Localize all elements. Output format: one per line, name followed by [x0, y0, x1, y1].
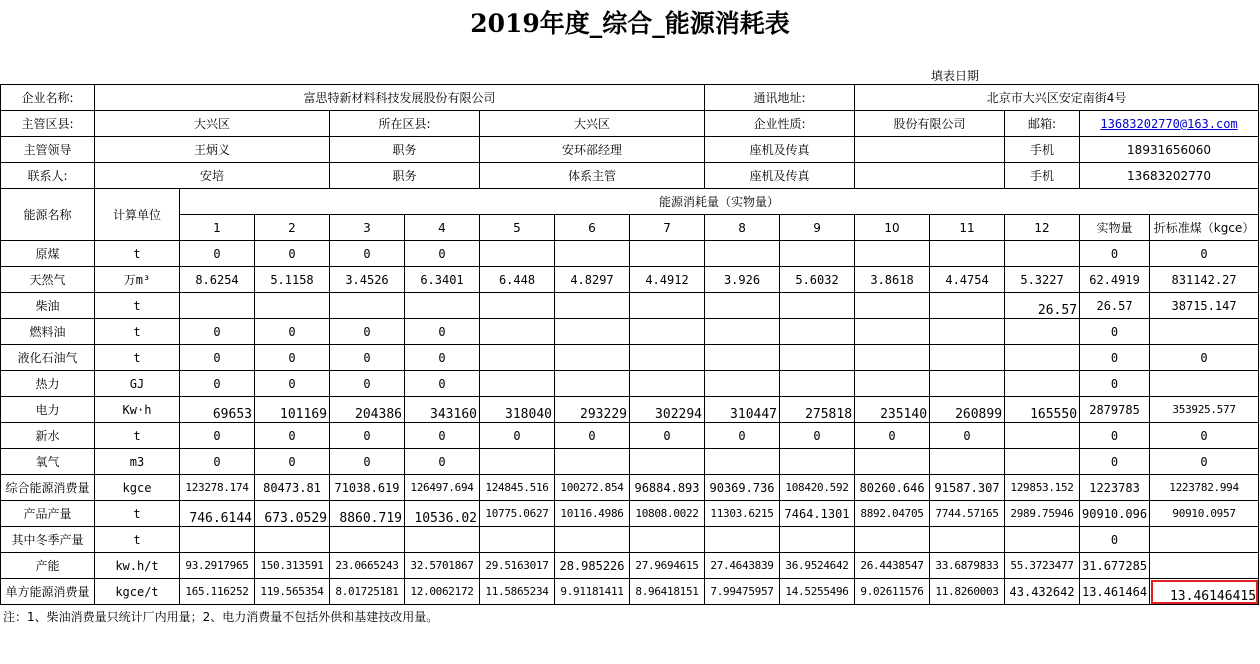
- data-cell[interactable]: 3.8618: [855, 267, 930, 293]
- energy-name-cell: 天然气: [1, 267, 95, 293]
- data-cell[interactable]: [780, 449, 855, 475]
- data-cell[interactable]: 831142.27: [1150, 267, 1259, 293]
- energy-name-cell: 液化石油气: [1, 345, 95, 371]
- unit-cell: t: [95, 345, 180, 371]
- unit-header: 计算单位: [95, 189, 180, 241]
- data-cell[interactable]: 673.0529: [255, 501, 330, 527]
- data-cell[interactable]: [705, 345, 780, 371]
- contact-post-value[interactable]: 体系主管: [480, 163, 705, 189]
- data-cell[interactable]: [855, 371, 930, 397]
- data-cell[interactable]: 3.926: [705, 267, 780, 293]
- data-cell[interactable]: 129853.152: [1005, 475, 1080, 501]
- data-cell[interactable]: 6.3401: [405, 267, 480, 293]
- energy-name-cell: 热力: [1, 371, 95, 397]
- energy-name-cell: 其中冬季产量: [1, 527, 95, 553]
- data-cell[interactable]: 0: [1080, 241, 1150, 267]
- data-cell[interactable]: 165.116252: [180, 579, 255, 605]
- data-cell[interactable]: 0: [1080, 423, 1150, 449]
- energy-name-cell: 产品产量: [1, 501, 95, 527]
- data-cell[interactable]: [780, 293, 855, 319]
- data-cell[interactable]: [480, 293, 555, 319]
- data-cell[interactable]: 14.5255496: [780, 579, 855, 605]
- data-cell[interactable]: [630, 345, 705, 371]
- data-cell[interactable]: 0: [330, 241, 405, 267]
- data-cell[interactable]: 0: [855, 423, 930, 449]
- table-row: [1, 345, 1259, 371]
- data-cell[interactable]: 0: [180, 371, 255, 397]
- data-cell[interactable]: 12.0062172: [405, 579, 480, 605]
- data-cell[interactable]: [555, 241, 630, 267]
- data-cell[interactable]: 123278.174: [180, 475, 255, 501]
- data-cell[interactable]: 0: [180, 423, 255, 449]
- contact-phone-value[interactable]: [855, 163, 1005, 189]
- data-cell[interactable]: [705, 319, 780, 345]
- contact-value[interactable]: 安培: [95, 163, 330, 189]
- data-cell[interactable]: 96884.893: [630, 475, 705, 501]
- page-title: 2019年度_综合_能源消耗表: [470, 9, 790, 38]
- data-cell[interactable]: 80473.81: [255, 475, 330, 501]
- data-cell[interactable]: 0: [630, 423, 705, 449]
- data-cell[interactable]: [855, 449, 930, 475]
- table-row: [1, 241, 1259, 267]
- data-cell[interactable]: 318040: [480, 397, 555, 423]
- data-cell[interactable]: 1223783: [1080, 475, 1150, 501]
- data-cell[interactable]: 0: [330, 449, 405, 475]
- data-cell[interactable]: 0: [1080, 371, 1150, 397]
- data-cell[interactable]: 260899: [930, 397, 1005, 423]
- data-cell[interactable]: 90910.0957: [1150, 501, 1259, 527]
- month-header: 12: [1005, 215, 1080, 241]
- leader-post-value[interactable]: 安环部经理: [480, 137, 705, 163]
- data-cell[interactable]: 80260.646: [855, 475, 930, 501]
- leader-mobile-value[interactable]: 18931656060: [1080, 137, 1259, 163]
- data-cell[interactable]: [630, 527, 705, 553]
- data-cell[interactable]: [705, 241, 780, 267]
- data-cell[interactable]: 38715.147: [1150, 293, 1259, 319]
- data-cell[interactable]: 0: [180, 345, 255, 371]
- energy-name-cell: 新水: [1, 423, 95, 449]
- data-cell[interactable]: 55.3723477: [1005, 553, 1080, 579]
- data-cell[interactable]: [705, 527, 780, 553]
- data-cell[interactable]: 28.985226: [555, 553, 630, 579]
- table-row: [1, 423, 1259, 449]
- data-cell[interactable]: 0: [1150, 345, 1259, 371]
- data-cell[interactable]: [405, 527, 480, 553]
- data-cell[interactable]: 9.91181411: [555, 579, 630, 605]
- unit-cell: kw.h/t: [95, 553, 180, 579]
- data-cell[interactable]: [1005, 449, 1080, 475]
- data-cell[interactable]: 10775.0627: [480, 501, 555, 527]
- data-cell[interactable]: [855, 345, 930, 371]
- data-cell[interactable]: [630, 319, 705, 345]
- data-cell[interactable]: 0: [1080, 345, 1150, 371]
- data-cell[interactable]: [480, 527, 555, 553]
- contact-phone-label: 座机及传真: [705, 163, 855, 189]
- data-cell[interactable]: 32.5701867: [405, 553, 480, 579]
- data-cell[interactable]: 9.02611576: [855, 579, 930, 605]
- table-row: [1, 319, 1259, 345]
- data-cell[interactable]: [930, 449, 1005, 475]
- data-cell[interactable]: 0: [180, 241, 255, 267]
- data-cell[interactable]: 204386: [330, 397, 405, 423]
- table-row: [1, 501, 1259, 527]
- leader-value[interactable]: 王炳义: [95, 137, 330, 163]
- standard-coal-header: 折标准煤（kgce）: [1150, 215, 1259, 241]
- data-cell[interactable]: 0: [255, 423, 330, 449]
- data-cell[interactable]: 275818: [780, 397, 855, 423]
- data-cell[interactable]: 746.6144: [180, 501, 255, 527]
- data-cell[interactable]: [855, 241, 930, 267]
- data-cell[interactable]: 0: [1150, 449, 1259, 475]
- data-cell[interactable]: [705, 293, 780, 319]
- info-row-leader: [1, 137, 1259, 163]
- data-cell[interactable]: 0: [1080, 527, 1150, 553]
- data-cell[interactable]: [630, 371, 705, 397]
- data-cell[interactable]: [930, 371, 1005, 397]
- data-cell[interactable]: [780, 345, 855, 371]
- data-cell[interactable]: [1005, 319, 1080, 345]
- month-header: 8: [705, 215, 780, 241]
- data-cell[interactable]: 2989.75946: [1005, 501, 1080, 527]
- data-cell[interactable]: 6.448: [480, 267, 555, 293]
- data-cell[interactable]: 0: [330, 319, 405, 345]
- table-row: [1, 579, 1259, 605]
- energy-consumption-table: [0, 84, 1259, 605]
- data-cell[interactable]: 302294: [630, 397, 705, 423]
- data-cell[interactable]: 0: [255, 241, 330, 267]
- data-cell[interactable]: [555, 449, 630, 475]
- data-cell[interactable]: 0: [180, 449, 255, 475]
- data-cell[interactable]: [480, 241, 555, 267]
- data-cell[interactable]: 0: [1080, 319, 1150, 345]
- data-cell[interactable]: 1223782.994: [1150, 475, 1259, 501]
- month-header: 1: [180, 215, 255, 241]
- data-cell[interactable]: 3.4526: [330, 267, 405, 293]
- data-cell[interactable]: 0: [255, 345, 330, 371]
- data-cell[interactable]: [780, 319, 855, 345]
- data-cell[interactable]: 8892.04705: [855, 501, 930, 527]
- contact-label: 联系人:: [1, 163, 95, 189]
- data-cell[interactable]: 26.57: [1080, 293, 1150, 319]
- data-cell[interactable]: 31.677285: [1080, 553, 1150, 579]
- leader-phone-value[interactable]: [855, 137, 1005, 163]
- energy-name-cell: 燃料油: [1, 319, 95, 345]
- authority-value[interactable]: 大兴区: [95, 111, 330, 137]
- data-cell[interactable]: 11.8260003: [930, 579, 1005, 605]
- data-cell[interactable]: [780, 371, 855, 397]
- data-cell[interactable]: [930, 241, 1005, 267]
- table-row: [1, 371, 1259, 397]
- data-cell[interactable]: 36.9524642: [780, 553, 855, 579]
- unit-cell: Kw·h: [95, 397, 180, 423]
- data-cell[interactable]: 119.565354: [255, 579, 330, 605]
- data-cell[interactable]: [555, 319, 630, 345]
- unit-cell: kgce/t: [95, 579, 180, 605]
- energy-name-cell: 氧气: [1, 449, 95, 475]
- unit-cell: m3: [95, 449, 180, 475]
- data-cell[interactable]: 62.4919: [1080, 267, 1150, 293]
- email-link[interactable]: 13683202770@163.com: [1080, 111, 1259, 137]
- data-cell[interactable]: 5.3227: [1005, 267, 1080, 293]
- data-cell[interactable]: 23.0665243: [330, 553, 405, 579]
- nature-value[interactable]: 股份有限公司: [855, 111, 1005, 137]
- data-cell[interactable]: 8860.719: [330, 501, 405, 527]
- data-cell[interactable]: [1005, 423, 1080, 449]
- data-cell[interactable]: 0: [405, 241, 480, 267]
- data-cell[interactable]: [630, 241, 705, 267]
- data-cell[interactable]: [330, 293, 405, 319]
- data-cell[interactable]: 26.57: [1005, 293, 1080, 319]
- data-cell[interactable]: 293229: [555, 397, 630, 423]
- unit-cell: t: [95, 319, 180, 345]
- data-cell[interactable]: [1150, 319, 1259, 345]
- leader-post-label: 职务: [330, 137, 480, 163]
- data-cell[interactable]: 0: [1150, 423, 1259, 449]
- data-cell[interactable]: [1150, 553, 1259, 579]
- data-cell[interactable]: [330, 527, 405, 553]
- data-cell[interactable]: [1005, 527, 1080, 553]
- data-cell[interactable]: 91587.307: [930, 475, 1005, 501]
- data-cell[interactable]: 8.6254: [180, 267, 255, 293]
- data-cell[interactable]: 0: [555, 423, 630, 449]
- data-cell[interactable]: 10116.4986: [555, 501, 630, 527]
- data-cell[interactable]: [630, 449, 705, 475]
- data-cell[interactable]: 0: [255, 319, 330, 345]
- data-cell[interactable]: [1150, 527, 1259, 553]
- data-cell[interactable]: 126497.694: [405, 475, 480, 501]
- unit-cell: t: [95, 423, 180, 449]
- data-cell[interactable]: [1150, 371, 1259, 397]
- data-cell[interactable]: 0: [330, 371, 405, 397]
- data-cell[interactable]: 5.1158: [255, 267, 330, 293]
- data-cell[interactable]: [855, 319, 930, 345]
- data-cell[interactable]: 7464.1301: [780, 501, 855, 527]
- data-cell[interactable]: 0: [405, 371, 480, 397]
- data-cell[interactable]: 27.9694615: [630, 553, 705, 579]
- data-cell[interactable]: 27.4643839: [705, 553, 780, 579]
- data-cell[interactable]: [930, 527, 1005, 553]
- footnote: 注：1、柴油消费量只统计厂内用量；2、电力消费量不包括外供和基建技改用量。: [3, 610, 439, 624]
- data-cell[interactable]: [705, 449, 780, 475]
- nature-label: 企业性质:: [705, 111, 855, 137]
- table-row: [1, 449, 1259, 475]
- data-cell[interactable]: [180, 293, 255, 319]
- data-cell[interactable]: [855, 527, 930, 553]
- energy-name-cell: 单方能源消费量: [1, 579, 95, 605]
- contact-mobile-value[interactable]: 13683202770: [1080, 163, 1259, 189]
- data-cell[interactable]: 90910.096: [1080, 501, 1150, 527]
- data-cell[interactable]: [1005, 371, 1080, 397]
- info-row-company: [1, 85, 1259, 111]
- data-cell[interactable]: 100272.854: [555, 475, 630, 501]
- table-row: [1, 397, 1259, 423]
- email-label: 邮箱:: [1005, 111, 1080, 137]
- data-cell[interactable]: 101169: [255, 397, 330, 423]
- data-cell[interactable]: [555, 345, 630, 371]
- contact-mobile-label: 手机: [1005, 163, 1080, 189]
- physical-total-header: 实物量: [1080, 215, 1150, 241]
- data-cell[interactable]: 0: [930, 423, 1005, 449]
- data-cell[interactable]: 71038.619: [330, 475, 405, 501]
- data-cell[interactable]: [1005, 345, 1080, 371]
- energy-name-cell: 原煤: [1, 241, 95, 267]
- data-cell[interactable]: [255, 527, 330, 553]
- data-cell[interactable]: 0: [180, 319, 255, 345]
- data-cell[interactable]: 235140: [855, 397, 930, 423]
- data-cell[interactable]: 0: [405, 345, 480, 371]
- unit-cell: kgce: [95, 475, 180, 501]
- unit-cell: t: [95, 241, 180, 267]
- unit-cell: 万m³: [95, 267, 180, 293]
- data-cell[interactable]: [180, 527, 255, 553]
- data-cell[interactable]: 26.4438547: [855, 553, 930, 579]
- data-cell[interactable]: 124845.516: [480, 475, 555, 501]
- data-cell[interactable]: 4.4754: [930, 267, 1005, 293]
- data-cell[interactable]: 7.99475957: [705, 579, 780, 605]
- data-cell[interactable]: [930, 319, 1005, 345]
- data-cell[interactable]: [480, 449, 555, 475]
- data-cell[interactable]: 4.4912: [630, 267, 705, 293]
- data-cell[interactable]: 69653: [180, 397, 255, 423]
- unit-cell: GJ: [95, 371, 180, 397]
- data-cell[interactable]: 10808.0022: [630, 501, 705, 527]
- energy-name-cell: 柴油: [1, 293, 95, 319]
- unit-cell: t: [95, 293, 180, 319]
- data-cell[interactable]: 8.01725181: [330, 579, 405, 605]
- info-row-contact: [1, 163, 1259, 189]
- data-cell[interactable]: 7744.57165: [930, 501, 1005, 527]
- month-header: 3: [330, 215, 405, 241]
- leader-label: 主管领导: [1, 137, 95, 163]
- energy-name-cell: 产能: [1, 553, 95, 579]
- data-cell[interactable]: 353925.577: [1150, 397, 1259, 423]
- data-cell[interactable]: 11.5865234: [480, 579, 555, 605]
- data-cell[interactable]: 0: [330, 423, 405, 449]
- data-cell[interactable]: 0: [255, 449, 330, 475]
- header-row-months: [1, 215, 1259, 241]
- highlighted-cell[interactable]: 13.46146415: [1150, 579, 1259, 605]
- unit-cell: t: [95, 501, 180, 527]
- data-cell[interactable]: [630, 293, 705, 319]
- data-cell[interactable]: 0: [1080, 449, 1150, 475]
- company-label: 企业名称:: [1, 85, 95, 111]
- data-cell[interactable]: 0: [405, 319, 480, 345]
- month-header: 7: [630, 215, 705, 241]
- data-cell[interactable]: 0: [480, 423, 555, 449]
- energy-name-header: 能源名称: [1, 189, 95, 241]
- data-cell[interactable]: [855, 293, 930, 319]
- data-cell[interactable]: 90369.736: [705, 475, 780, 501]
- month-header: 10: [855, 215, 930, 241]
- data-cell[interactable]: 29.5163017: [480, 553, 555, 579]
- energy-name-cell: 电力: [1, 397, 95, 423]
- data-cell[interactable]: 0: [405, 449, 480, 475]
- data-cell[interactable]: [555, 371, 630, 397]
- unit-cell: t: [95, 527, 180, 553]
- data-cell[interactable]: 343160: [405, 397, 480, 423]
- data-cell[interactable]: [480, 319, 555, 345]
- data-cell[interactable]: [705, 371, 780, 397]
- data-cell[interactable]: 0: [780, 423, 855, 449]
- data-cell[interactable]: [480, 371, 555, 397]
- data-cell[interactable]: [780, 241, 855, 267]
- data-cell[interactable]: 8.96418151: [630, 579, 705, 605]
- data-cell[interactable]: [780, 527, 855, 553]
- authority-label: 主管区县:: [1, 111, 95, 137]
- contact-post-label: 职务: [330, 163, 480, 189]
- table-row: [1, 293, 1259, 319]
- data-cell[interactable]: [1005, 241, 1080, 267]
- district-label: 所在区县:: [330, 111, 480, 137]
- data-cell[interactable]: [480, 345, 555, 371]
- data-cell[interactable]: [930, 293, 1005, 319]
- data-cell[interactable]: 0: [330, 345, 405, 371]
- data-cell[interactable]: [255, 293, 330, 319]
- fill-date-label: 填表日期: [931, 69, 980, 83]
- data-cell[interactable]: 310447: [705, 397, 780, 423]
- table-row: [1, 527, 1259, 553]
- data-cell[interactable]: 11303.6215: [705, 501, 780, 527]
- month-header: 5: [480, 215, 555, 241]
- data-cell[interactable]: 13.461464: [1080, 579, 1150, 605]
- data-cell[interactable]: 5.6032: [780, 267, 855, 293]
- data-cell[interactable]: [555, 293, 630, 319]
- month-header: 11: [930, 215, 1005, 241]
- data-cell[interactable]: 33.6879833: [930, 553, 1005, 579]
- data-cell[interactable]: 4.8297: [555, 267, 630, 293]
- data-cell[interactable]: 108420.592: [780, 475, 855, 501]
- leader-mobile-label: 手机: [1005, 137, 1080, 163]
- data-cell[interactable]: 2879785: [1080, 397, 1150, 423]
- data-cell[interactable]: 0: [705, 423, 780, 449]
- data-cell[interactable]: 93.2917965: [180, 553, 255, 579]
- consumption-header: 能源消耗量（实物量）: [180, 189, 1259, 215]
- data-cell[interactable]: 0: [255, 371, 330, 397]
- data-cell[interactable]: 0: [405, 423, 480, 449]
- leader-phone-label: 座机及传真: [705, 137, 855, 163]
- data-cell[interactable]: [555, 527, 630, 553]
- data-cell[interactable]: 150.313591: [255, 553, 330, 579]
- header-row-top: [1, 189, 1259, 215]
- month-header: 2: [255, 215, 330, 241]
- month-header: 4: [405, 215, 480, 241]
- district-value[interactable]: 大兴区: [480, 111, 705, 137]
- month-header: 9: [780, 215, 855, 241]
- table-row: [1, 267, 1259, 293]
- table-row: [1, 475, 1259, 501]
- data-cell[interactable]: 10536.02: [405, 501, 480, 527]
- info-row-region: [1, 111, 1259, 137]
- energy-name-cell: 综合能源消费量: [1, 475, 95, 501]
- address-label: 通讯地址:: [705, 85, 855, 111]
- data-cell[interactable]: 43.432642: [1005, 579, 1080, 605]
- company-name[interactable]: 富思特新材料科技发展股份有限公司: [95, 85, 705, 111]
- data-cell[interactable]: 0: [1150, 241, 1259, 267]
- table-row: [1, 553, 1259, 579]
- data-cell[interactable]: 165550: [1005, 397, 1080, 423]
- address-value[interactable]: 北京市大兴区安定南街4号: [855, 85, 1259, 111]
- month-header: 6: [555, 215, 630, 241]
- data-cell[interactable]: [930, 345, 1005, 371]
- data-cell[interactable]: [405, 293, 480, 319]
